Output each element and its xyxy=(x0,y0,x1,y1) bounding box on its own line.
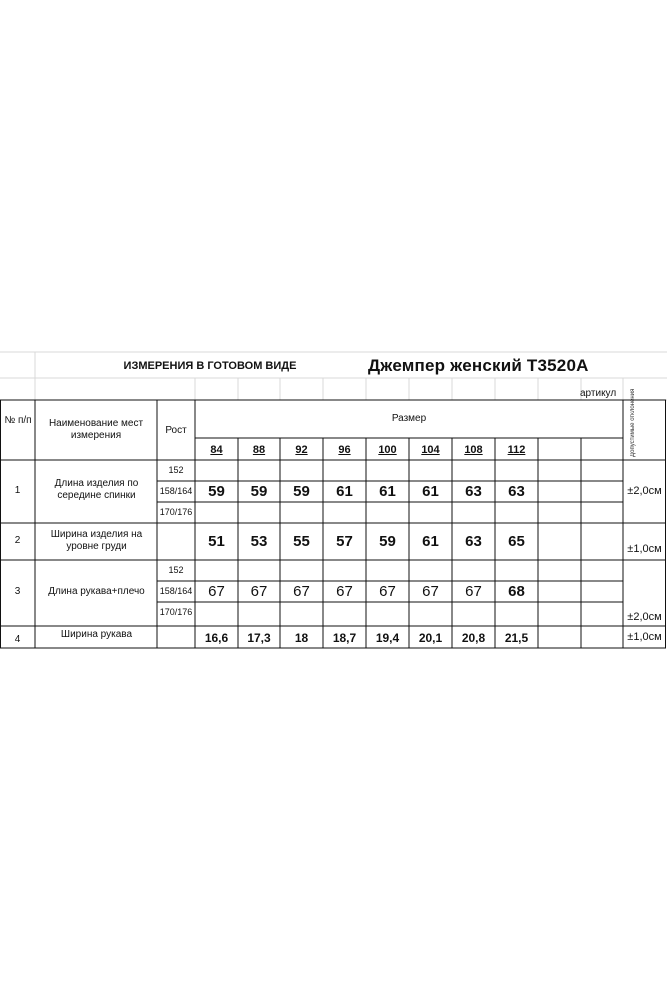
row2-name: Ширина изделия на уровне груди xyxy=(50,529,143,552)
row4-value-88: 17,3 xyxy=(247,631,271,645)
row4-value-84: 16,6 xyxy=(204,631,229,645)
row3-height-152: 152 xyxy=(168,565,184,575)
row3-value-104: 67 xyxy=(422,583,439,600)
row2-value-92: 55 xyxy=(293,533,310,550)
row2-value-100: 59 xyxy=(379,533,396,550)
row2-value-96: 57 xyxy=(336,533,353,550)
article-label: артикул xyxy=(580,388,617,399)
size-112: 112 xyxy=(507,444,526,456)
row2-tolerance: ±1,0см xyxy=(627,543,662,555)
product-title: Джемпер женский Т3520А xyxy=(368,356,589,375)
height-header: Рост xyxy=(165,425,187,436)
row1-tolerance: ±2,0см xyxy=(627,485,662,497)
row3-value-96: 67 xyxy=(336,583,353,600)
row2-value-84: 51 xyxy=(208,533,225,550)
size-104: 104 xyxy=(421,444,440,456)
row3-value-84: 67 xyxy=(208,583,225,600)
row1-value-112: 63 xyxy=(508,483,525,500)
row1-value-104: 61 xyxy=(422,483,439,500)
size-92: 92 xyxy=(295,444,308,456)
row2-num: 2 xyxy=(14,535,21,546)
row1-value-88: 59 xyxy=(250,483,268,500)
row3-value-88: 67 xyxy=(250,583,268,600)
row1-height-170-176: 170/176 xyxy=(159,507,193,517)
measure-title: ИЗМЕРЕНИЯ В ГОТОВОМ ВИДЕ xyxy=(123,360,297,372)
size-100: 100 xyxy=(378,444,397,456)
row1-value-96: 61 xyxy=(336,483,353,500)
row3-value-92: 67 xyxy=(293,583,310,600)
row1-num: 1 xyxy=(14,485,21,496)
size-88: 88 xyxy=(252,444,266,456)
row4-value-100: 19,4 xyxy=(375,631,400,645)
size-84: 84 xyxy=(210,444,223,456)
row4-tolerance: ±1,0см xyxy=(627,631,662,643)
row3-name: Длина рукава+плечо xyxy=(48,586,145,597)
row2-value-104: 61 xyxy=(422,533,439,550)
row3-num: 3 xyxy=(14,586,21,597)
row4-name: Ширина рукава xyxy=(60,629,133,640)
row3-height-158-164: 158/164 xyxy=(159,586,193,596)
row1-value-100: 61 xyxy=(379,483,396,500)
tolerance-header: Допустимые отклонения xyxy=(630,388,636,457)
row4-value-96: 18,7 xyxy=(332,631,357,645)
row3-height-170-176: 170/176 xyxy=(159,607,193,617)
row3-value-100: 67 xyxy=(379,583,396,600)
size-header: Размер xyxy=(391,413,427,424)
row3-tolerance: ±2,0см xyxy=(627,611,662,623)
row3-value-112: 68 xyxy=(508,583,525,600)
row1-height-158-164: 158/164 xyxy=(159,486,193,496)
row2-value-88: 53 xyxy=(250,533,268,550)
row4-value-104: 20,1 xyxy=(418,631,443,645)
num-header: № п/п xyxy=(4,415,32,426)
row2-value-112: 65 xyxy=(508,533,525,550)
row4-value-108: 20,8 xyxy=(461,631,486,645)
size-108: 108 xyxy=(464,444,483,456)
row4-num: 4 xyxy=(14,634,21,645)
size-96: 96 xyxy=(338,444,351,456)
row3-value-108: 67 xyxy=(465,583,482,600)
row1-value-84: 59 xyxy=(208,483,225,500)
row2-value-108: 63 xyxy=(465,533,482,550)
row1-name: Длина изделия по середине спинки xyxy=(54,478,139,501)
row1-value-108: 63 xyxy=(465,483,482,500)
row1-height-152: 152 xyxy=(168,465,184,475)
name-header: Наименование мест измерения xyxy=(48,418,144,441)
row4-value-92: 18 xyxy=(294,631,309,645)
row1-value-92: 59 xyxy=(293,483,310,500)
row4-value-112: 21,5 xyxy=(504,631,529,645)
